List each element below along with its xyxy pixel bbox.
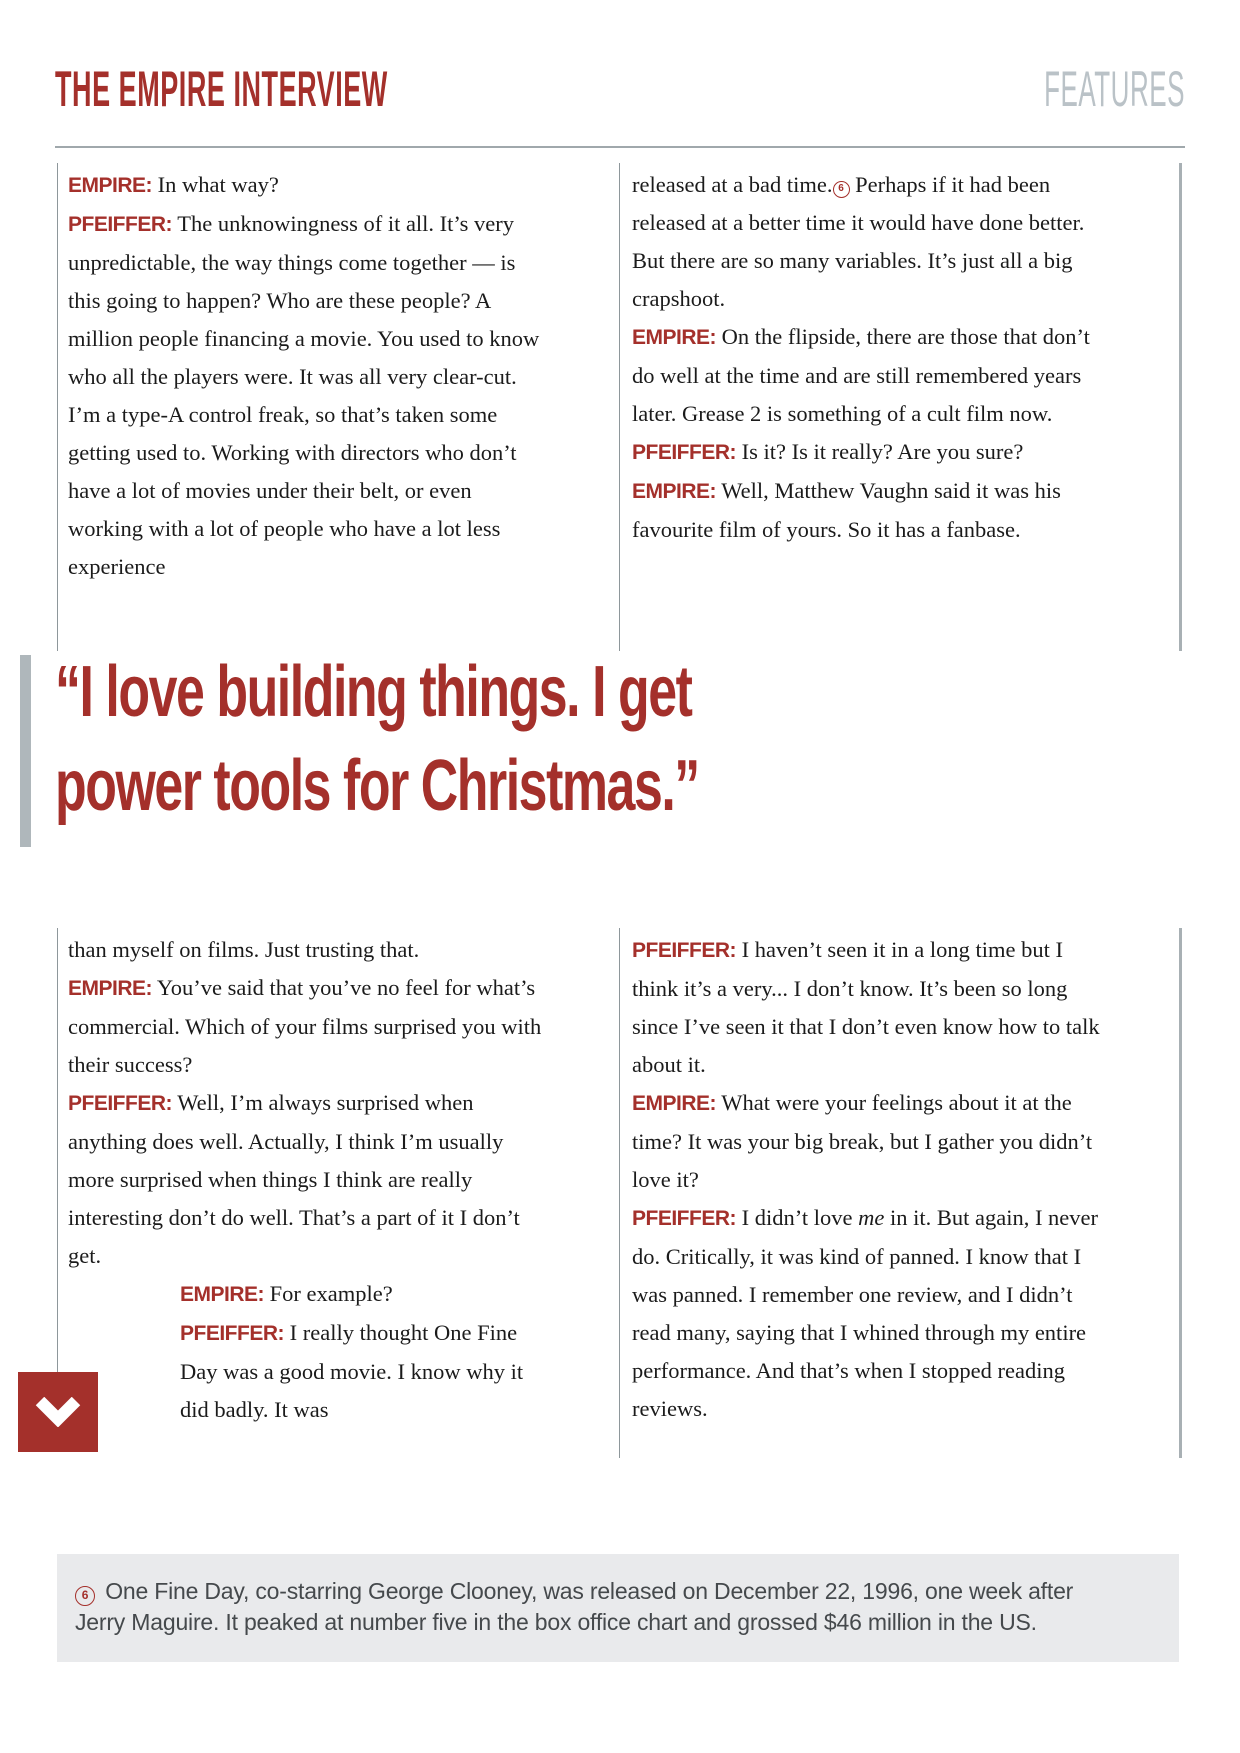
speaker-label: PFEIFFER: (180, 1322, 284, 1345)
dialogue-turn: EMPIRE: For example? (180, 1281, 393, 1306)
pull-quote-line: power tools for Christmas.” (55, 746, 699, 826)
dialogue-turn: EMPIRE: You’ve said that you’ve no feel for what’s commercial. Which of your films surprised you with their success? (68, 975, 542, 1077)
section-label: FEATURES (1044, 61, 1185, 117)
column-rule (57, 928, 58, 1372)
pull-quote-bar (20, 655, 31, 847)
column-rule (1179, 163, 1182, 651)
speaker-label: EMPIRE: (632, 1092, 717, 1115)
footnote-ref-icon: 6 (75, 1586, 95, 1606)
interview-column-top-left (68, 166, 543, 586)
speaker-label: EMPIRE: (632, 480, 717, 503)
dialogue-turn: PFEIFFER: Is it? Is it really? Are you sure? (632, 439, 1024, 464)
chevron-down-icon (35, 1397, 81, 1427)
page-title: THE EMPIRE INTERVIEW (55, 61, 388, 117)
dialogue-turn: PFEIFFER: I didn’t love me in it. But again, I never do. Critically, it was kind of panned. I know that I was panned. I remember one review, and I didn’t read many, saying that I whined through my entire performance. And that’s when I stopped reading reviews. (632, 1205, 1099, 1421)
footnote-text: One Fine Day, co-starring George Clooney, was released on December 22, 1996, one week after Jerry Maguire. It peaked at number five in the box office chart and grossed $46 million in the US. (75, 1578, 1074, 1635)
footnote-box (57, 1554, 1179, 1662)
dialogue-turn: EMPIRE: In what way? (68, 172, 279, 197)
dialogue-turn: PFEIFFER: I haven’t seen it in a long time but I think it’s a very... I don’t know. It’s been so long since I’ve seen it that I don’t even know how to talk about it. (632, 937, 1100, 1077)
speaker-label: PFEIFFER: (632, 939, 736, 962)
dialogue-turn: EMPIRE: On the flipside, there are those that don’t do well at the time and are still remembered years later. Grease 2 is something of a cult film now. (632, 324, 1090, 426)
pull-quote (55, 645, 699, 833)
column-rule (57, 163, 58, 651)
interview-column-bottom-left (68, 931, 543, 1429)
scroll-down-button[interactable] (18, 1372, 98, 1452)
dialogue-turn: PFEIFFER: I really thought One Fine Day was a good movie. I know why it did badly. It was (180, 1320, 524, 1422)
speaker-label: EMPIRE: (180, 1283, 265, 1306)
footnote-ref-icon: 6 (833, 181, 850, 198)
dialogue-turn: EMPIRE: What were your feelings about it at the time? It was your big break, but I gather you didn’t love it? (632, 1090, 1093, 1192)
column-rule (1179, 928, 1182, 1458)
column-rule (619, 928, 620, 1458)
dialogue-turn: EMPIRE: Well, Matthew Vaughn said it was his favourite film of yours. So it has a fanbase. (632, 478, 1061, 542)
speaker-label: PFEIFFER: (68, 1092, 172, 1115)
speaker-label: PFEIFFER: (632, 1207, 736, 1230)
header-rule (55, 146, 1185, 148)
dialogue-turn: than myself on films. Just trusting that. (68, 937, 420, 962)
speaker-label: EMPIRE: (632, 326, 717, 349)
dialogue-turn: PFEIFFER: The unknowingness of it all. It’s very unpredictable, the way things come together — is this going to happen? Who are these people? A million people financing a movie. You used to know who all the players were. It was all very clear-cut. I’m a type-A control freak, so that’s taken some getting used to. Working with directors who don’t have a lot of movies under their belt, or even working with a lot of people who have a lot less experience (68, 211, 540, 579)
speaker-label: EMPIRE: (68, 174, 153, 197)
emphasized-text: me (858, 1205, 885, 1230)
column-rule (619, 163, 620, 651)
dialogue-turn: PFEIFFER: Well, I’m always surprised when anything does well. Actually, I think I’m usually more surprised when things I think are really interesting don’t do well. That’s a part of it I don’t get. (68, 1090, 520, 1268)
interview-column-bottom-right (632, 931, 1107, 1428)
speaker-label: PFEIFFER: (632, 441, 736, 464)
pull-quote-line: “I love building things. I get (55, 652, 692, 732)
interview-column-top-right (632, 166, 1107, 549)
speaker-label: EMPIRE: (68, 977, 153, 1000)
footnote-content (75, 1576, 1080, 1638)
speaker-label: PFEIFFER: (68, 213, 172, 236)
dialogue-turn: released at a bad time. 6 Perhaps if it had been released at a better time it would have done better. But there are so many variables. It’s just all a big crapshoot. (632, 172, 1085, 311)
